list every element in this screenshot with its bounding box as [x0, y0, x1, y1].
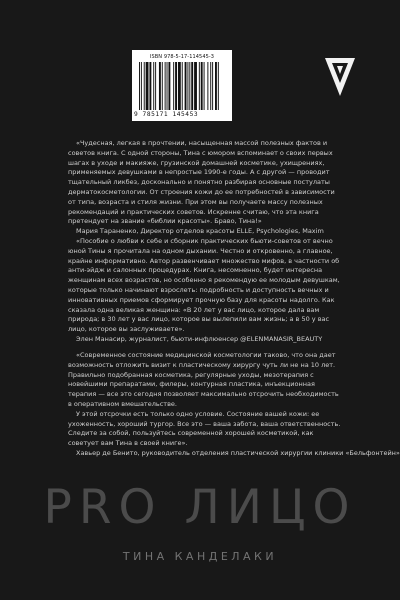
- barcode-stripe: [165, 62, 166, 110]
- quote-paragraph: «Чудесная, легкая в прочтении, насыщенная массой полезных фактов и советов книга. С одной стороны, Тина с юмором вспоминает о своих первых шагах в уходе и макияже, грузинской домашней косметике, ухищрениях, применяемых девушками в непростые 1990-е годы. А с другой — проводит тщательный ликбез, досконально и понятно разбирая основные постулаты дерматокосметологии. От строения кожи до ее потребностей в зависимости от типа, возраста и стиля жизни. При этом вы получаете массу полезных рекомендаций и практических советов. Искренне считаю, что эта книга претендует на звание «библии красоты». Браво, Тина!»: [68, 139, 335, 226]
- barcode-stripe: [215, 62, 217, 110]
- barcode-stripe: [207, 62, 208, 110]
- barcode-stripe: [189, 62, 190, 110]
- barcode-stripe: [146, 62, 149, 110]
- barcode-bars: [138, 62, 226, 110]
- barcode-stripe: [153, 62, 154, 110]
- quote-author: Мария Тараненко, Директор отделов красоты ELLE, Psychologies, Maxim: [76, 227, 324, 236]
- barcode-stripe: [173, 62, 174, 110]
- barcode-stripe: [159, 62, 161, 110]
- quote-paragraph: «Современное состояние медицинской косметологии таково, что она дает возможность отложить визит к пластическому хирургу чуть ли не на 10 лет. Правильно подобранная косметика, регулярные уходы, мезотерапия с новейшими препаратами, филеры, контурная пластика, инъекционная терапия — все это сегодня позволяет максимально отсрочить необходимость в оперативном вмешательстве.: [68, 351, 339, 408]
- barcode-stripe: [191, 62, 193, 110]
- quote-author: Элен Манасир, журналист, бьюти-инфлюенсер @ELENMANASIR_BEAUTY: [76, 334, 323, 343]
- barcode-stripe: [155, 62, 156, 110]
- barcode-stripe: [167, 62, 168, 110]
- barcode: [132, 50, 232, 121]
- barcode-stripe: [141, 62, 142, 110]
- quote-de-benito: [68, 351, 400, 459]
- barcode-stripe: [199, 62, 200, 110]
- book-author: ТИНА КАНДЕЛАКИ: [122, 550, 278, 563]
- quote-paragraph: «Пособие о любви к себе и сборник практических бьюти-советов от вечно юной Тины я прочитала на одном дыхании. Честно и откровенно, а главное, крайне информативно. Автор развенчивает множество мифов, в частности об анти-эйдж и салонных процедурах. Книга, несомненно, будет интересна женщинам всех возрастов, но особенно я рекомендую ее молодым девушкам, которые только начинают взрослеть: подробность и доступность вечных и инновативных приемов сформирует прочную базу для красоты надолго. Как сказала одна великая женщина: «В 20 лет у вас лицо, которое дала вам природа; в 30 лет у вас лицо, которое вы вылепили вам жизнь; а в 50 у вас лицо, которое вы заслуживаете».: [68, 237, 340, 334]
- barcode-stripe: [175, 62, 177, 110]
- barcode-stripe: [212, 62, 213, 110]
- barcode-stripe: [182, 62, 183, 110]
- barcode-stripe: [185, 62, 187, 110]
- quote-author: Хавьер де Бенито, руководитель отделения пластической хирургии клиники «Бельфонтейн»: [76, 448, 400, 457]
- quote-paragraph: У этой отсрочки есть только одно условие. Состояние вашей кожи: ее ухоженность, хороший тургор. Все это — ваша забота, ваша ответственность. Следите за собой, пользуйтесь современной хорошей косметикой, как советует вам Тина в своей книге».: [68, 409, 341, 448]
- barcode-stripe: [204, 62, 205, 110]
- barcode-stripe: [139, 62, 140, 110]
- barcode-stripe: [144, 62, 145, 110]
- barcode-stripe: [162, 62, 163, 110]
- quote-taranenko: [68, 139, 344, 237]
- barcode-stripe: [149, 62, 151, 110]
- barcode-stripe: [218, 62, 219, 110]
- barcode-stripe: [178, 62, 181, 110]
- barcode-stripe: [201, 62, 203, 110]
- v-triangle-logo-icon: [325, 58, 355, 96]
- book-title: PRO ЛИЦО: [43, 480, 357, 535]
- barcode-stripe: [187, 62, 188, 110]
- isbn-label: ISBN 978-5-17-114545-3: [149, 54, 215, 60]
- barcode-stripe: [194, 62, 197, 110]
- barcode-stripe: [210, 62, 211, 110]
- barcode-stripe: [168, 62, 170, 110]
- quote-manasir: [68, 237, 344, 345]
- barcode-digits: 9 785171 145453: [134, 111, 199, 118]
